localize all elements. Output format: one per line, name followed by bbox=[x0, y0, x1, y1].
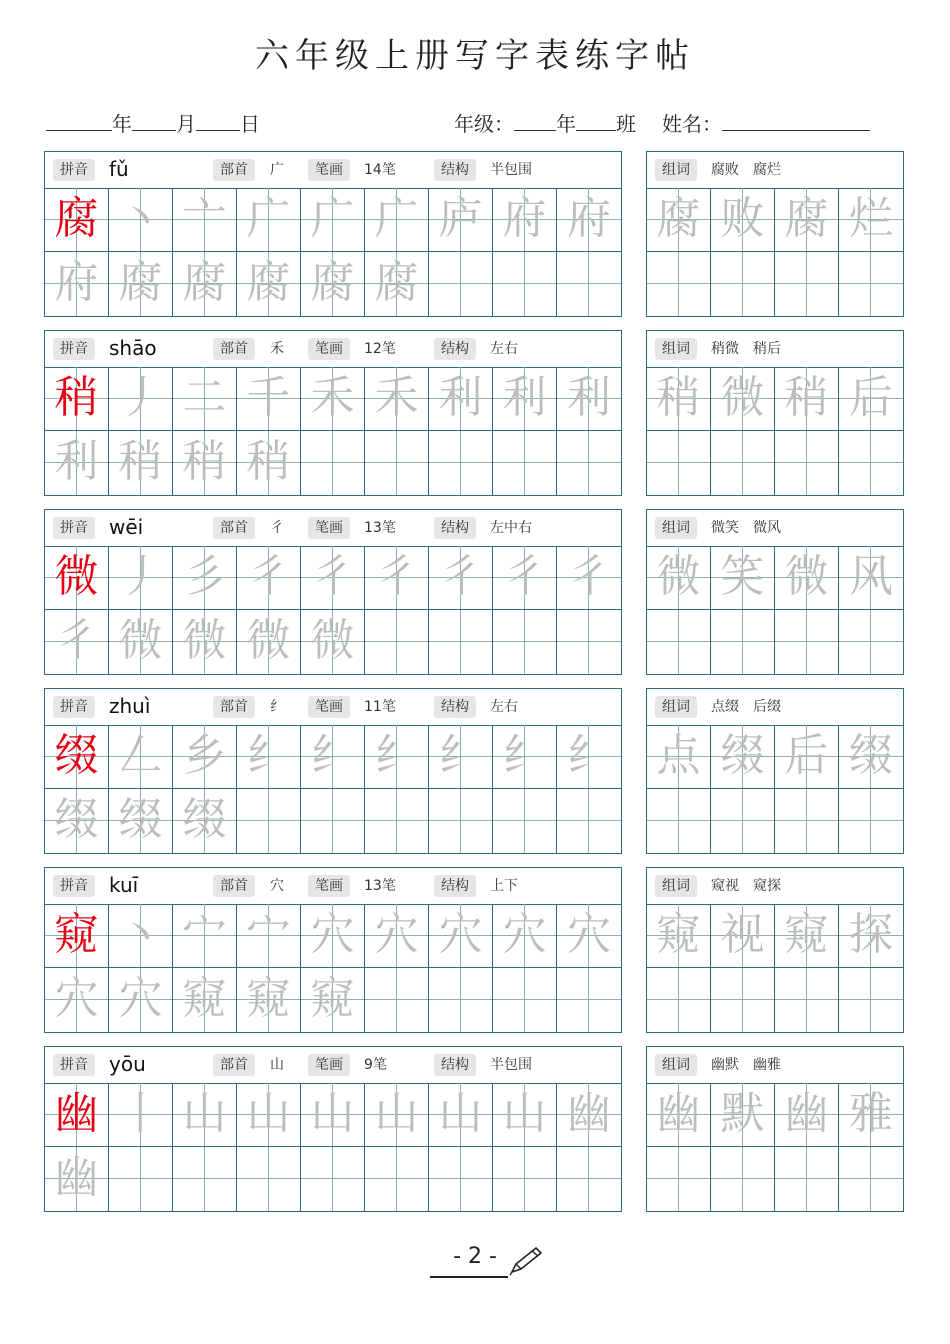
word-trace-char[interactable]: 缀 bbox=[711, 725, 775, 789]
empty-writing-cell[interactable] bbox=[301, 1147, 365, 1211]
stroke-step-char[interactable]: 窥 bbox=[301, 968, 365, 1032]
word-trace-char[interactable]: 窥 bbox=[775, 904, 839, 968]
char-block bbox=[44, 688, 904, 855]
stroke-step-char[interactable]: 二 bbox=[173, 367, 237, 431]
grade-year-label: 年 bbox=[556, 112, 576, 136]
stroke-step-char[interactable]: 稍 bbox=[173, 431, 237, 495]
char-block bbox=[44, 509, 904, 676]
radical-tag: 部首 bbox=[213, 696, 255, 718]
stroke-step-char[interactable]: 穴 bbox=[109, 968, 173, 1032]
stroke-step-char[interactable]: 彳 bbox=[301, 546, 365, 610]
radical-value: 纟 bbox=[270, 699, 284, 715]
stroke-step-char[interactable]: 彡 bbox=[173, 546, 237, 610]
stroke-step-char[interactable]: 广 bbox=[365, 188, 429, 252]
word-trace-char[interactable]: 风 bbox=[839, 546, 903, 610]
char-info-header bbox=[45, 868, 621, 905]
date-fields bbox=[46, 108, 260, 137]
year-blank[interactable] bbox=[46, 112, 112, 131]
empty-writing-cell[interactable] bbox=[429, 252, 493, 316]
empty-writing-cell[interactable] bbox=[429, 431, 493, 495]
words-header bbox=[647, 331, 903, 368]
empty-writing-cell[interactable] bbox=[493, 968, 557, 1032]
empty-writing-cell[interactable] bbox=[557, 1147, 621, 1211]
empty-writing-cell[interactable] bbox=[365, 968, 429, 1032]
stroke-step-char[interactable]: 微 bbox=[109, 610, 173, 674]
radical-tag: 部首 bbox=[213, 875, 255, 897]
stroke-step-char[interactable]: 禾 bbox=[301, 367, 365, 431]
pinyin-tag: 拼音 bbox=[53, 338, 95, 360]
stroke-step-char[interactable]: 利 bbox=[557, 367, 621, 431]
empty-writing-cell[interactable] bbox=[557, 789, 621, 853]
radical-tag: 部首 bbox=[213, 517, 255, 539]
month-blank[interactable] bbox=[132, 112, 176, 131]
empty-writing-cell[interactable] bbox=[493, 431, 557, 495]
empty-writing-cell[interactable] bbox=[365, 789, 429, 853]
word-trace-char[interactable]: 幽 bbox=[775, 1083, 839, 1147]
word-trace-char[interactable]: 微 bbox=[711, 367, 775, 431]
empty-word-cell[interactable] bbox=[839, 431, 903, 495]
stroke-step-char[interactable]: 丿 bbox=[109, 546, 173, 610]
word-grid bbox=[646, 1046, 904, 1212]
empty-writing-cell[interactable] bbox=[429, 968, 493, 1032]
page-number: - 2 - bbox=[453, 1244, 497, 1269]
stroke-step-char[interactable]: 纟 bbox=[557, 725, 621, 789]
empty-word-cell[interactable] bbox=[839, 789, 903, 853]
stroke-step-char[interactable]: 微 bbox=[173, 610, 237, 674]
empty-word-cell[interactable] bbox=[775, 610, 839, 674]
day-label: 日 bbox=[240, 112, 260, 136]
stroke-step-char[interactable]: 腐 bbox=[301, 252, 365, 316]
stroke-step-char[interactable]: 乡 bbox=[173, 725, 237, 789]
stroke-step-char[interactable]: 山 bbox=[301, 1083, 365, 1147]
class-label: 班 bbox=[616, 112, 636, 136]
empty-word-cell[interactable] bbox=[775, 789, 839, 853]
empty-writing-cell[interactable] bbox=[237, 1147, 301, 1211]
stroke-step-char[interactable]: 穴 bbox=[45, 968, 109, 1032]
empty-word-cell[interactable] bbox=[775, 431, 839, 495]
stroke-step-char[interactable]: 广 bbox=[237, 188, 301, 252]
strokes-tag: 笔画 bbox=[308, 338, 350, 360]
words-tag: 组词 bbox=[655, 875, 697, 897]
words-header bbox=[647, 1047, 903, 1084]
stroke-step-char[interactable]: 府 bbox=[493, 188, 557, 252]
stroke-step-char[interactable]: 府 bbox=[45, 252, 109, 316]
word-trace-char[interactable]: 烂 bbox=[839, 188, 903, 252]
pinyin-tag: 拼音 bbox=[53, 517, 95, 539]
strokes-value: 11笔 bbox=[364, 699, 396, 715]
empty-writing-cell[interactable] bbox=[365, 610, 429, 674]
empty-word-cell[interactable] bbox=[775, 1147, 839, 1211]
words-header bbox=[647, 868, 903, 905]
empty-writing-cell[interactable] bbox=[429, 1147, 493, 1211]
stroke-step-char[interactable]: 彳 bbox=[557, 546, 621, 610]
stroke-step-char[interactable]: 彳 bbox=[45, 610, 109, 674]
name-label: 姓名： bbox=[662, 112, 722, 136]
word-trace-char[interactable]: 幽 bbox=[647, 1083, 711, 1147]
stroke-step-char[interactable]: 山 bbox=[429, 1083, 493, 1147]
stroke-step-char[interactable]: 穴 bbox=[429, 904, 493, 968]
empty-word-cell[interactable] bbox=[647, 431, 711, 495]
empty-writing-cell[interactable] bbox=[557, 252, 621, 316]
practice-grid bbox=[44, 688, 622, 854]
radical-value: 穴 bbox=[270, 878, 284, 894]
empty-writing-cell[interactable] bbox=[109, 1147, 173, 1211]
stroke-step-char[interactable]: 纟 bbox=[493, 725, 557, 789]
empty-writing-cell[interactable] bbox=[493, 610, 557, 674]
structure-tag: 结构 bbox=[434, 696, 476, 718]
practice-grid bbox=[44, 151, 622, 317]
word-trace-char[interactable]: 点 bbox=[647, 725, 711, 789]
words-header bbox=[647, 689, 903, 726]
empty-writing-cell[interactable] bbox=[493, 252, 557, 316]
empty-writing-cell[interactable] bbox=[365, 431, 429, 495]
name-blank[interactable] bbox=[722, 112, 870, 131]
strokes-value: 13笔 bbox=[364, 520, 396, 536]
strokes-value: 12笔 bbox=[364, 341, 396, 357]
stroke-step-char[interactable]: 腐 bbox=[109, 252, 173, 316]
word-grid bbox=[646, 509, 904, 675]
empty-word-cell[interactable] bbox=[839, 968, 903, 1032]
stroke-step-char[interactable]: 纟 bbox=[301, 725, 365, 789]
stroke-step-char[interactable]: 禾 bbox=[365, 367, 429, 431]
pinyin-value: zhuì bbox=[109, 694, 151, 718]
radical-tag: 部首 bbox=[213, 159, 255, 181]
word-trace-char[interactable]: 腐 bbox=[647, 188, 711, 252]
empty-writing-cell[interactable] bbox=[429, 789, 493, 853]
model-char: 缀 bbox=[45, 725, 109, 789]
stroke-step-char[interactable]: 庐 bbox=[429, 188, 493, 252]
month-label: 月 bbox=[176, 112, 196, 136]
char-info-header bbox=[45, 689, 621, 726]
word-trace-char[interactable]: 默 bbox=[711, 1083, 775, 1147]
empty-word-cell[interactable] bbox=[711, 610, 775, 674]
word-grid bbox=[646, 330, 904, 496]
radical-tag: 部首 bbox=[213, 338, 255, 360]
model-char: 幽 bbox=[45, 1083, 109, 1147]
word-trace-char[interactable]: 败 bbox=[711, 188, 775, 252]
pinyin-value: fǔ bbox=[109, 157, 129, 181]
empty-word-cell[interactable] bbox=[775, 252, 839, 316]
pinyin-tag: 拼音 bbox=[53, 696, 95, 718]
stroke-step-char[interactable]: 穴 bbox=[365, 904, 429, 968]
empty-word-cell[interactable] bbox=[839, 1147, 903, 1211]
stroke-step-char[interactable]: 窥 bbox=[173, 968, 237, 1032]
practice-grid bbox=[44, 1046, 622, 1212]
word-trace-char[interactable]: 缀 bbox=[839, 725, 903, 789]
structure-value: 上下 bbox=[490, 878, 518, 894]
stroke-step-char[interactable]: 府 bbox=[557, 188, 621, 252]
word-trace-char[interactable]: 笑 bbox=[711, 546, 775, 610]
word-trace-char[interactable]: 探 bbox=[839, 904, 903, 968]
pinyin-value: kuī bbox=[109, 873, 139, 897]
word-trace-char[interactable]: 微 bbox=[775, 546, 839, 610]
strokes-tag: 笔画 bbox=[308, 1054, 350, 1076]
empty-word-cell[interactable] bbox=[711, 252, 775, 316]
stroke-step-char[interactable]: 稍 bbox=[109, 431, 173, 495]
empty-word-cell[interactable] bbox=[711, 431, 775, 495]
empty-writing-cell[interactable] bbox=[493, 789, 557, 853]
empty-word-cell[interactable] bbox=[775, 968, 839, 1032]
words-value: 微笑 微风 bbox=[711, 520, 781, 536]
words-tag: 组词 bbox=[655, 1054, 697, 1076]
words-tag: 组词 bbox=[655, 338, 697, 360]
structure-tag: 结构 bbox=[434, 875, 476, 897]
stroke-step-char[interactable]: 千 bbox=[237, 367, 301, 431]
word-trace-char[interactable]: 腐 bbox=[775, 188, 839, 252]
radical-value: 山 bbox=[270, 1057, 284, 1073]
empty-writing-cell[interactable] bbox=[301, 789, 365, 853]
stroke-step-char[interactable]: 缀 bbox=[109, 789, 173, 853]
stroke-step-char[interactable]: 穴 bbox=[301, 904, 365, 968]
strokes-tag: 笔画 bbox=[308, 159, 350, 181]
stroke-step-char[interactable]: 彳 bbox=[237, 546, 301, 610]
stroke-step-char[interactable]: 丶 bbox=[109, 904, 173, 968]
pinyin-tag: 拼音 bbox=[53, 159, 95, 181]
stroke-step-char[interactable]: 丨 bbox=[109, 1083, 173, 1147]
practice-grid bbox=[44, 867, 622, 1033]
structure-value: 左右 bbox=[490, 341, 518, 357]
structure-tag: 结构 bbox=[434, 338, 476, 360]
student-fields bbox=[454, 108, 870, 137]
word-trace-char[interactable]: 雅 bbox=[839, 1083, 903, 1147]
grade-label: 年级： bbox=[454, 112, 514, 136]
stroke-step-char[interactable]: 山 bbox=[173, 1083, 237, 1147]
word-trace-char[interactable]: 窥 bbox=[647, 904, 711, 968]
word-trace-char[interactable]: 稍 bbox=[775, 367, 839, 431]
empty-writing-cell[interactable] bbox=[557, 968, 621, 1032]
stroke-step-char[interactable]: 幽 bbox=[557, 1083, 621, 1147]
empty-word-cell[interactable] bbox=[711, 1147, 775, 1211]
word-grid bbox=[646, 688, 904, 854]
radical-value: 广 bbox=[270, 162, 284, 178]
class-blank[interactable] bbox=[576, 112, 616, 131]
word-trace-char[interactable]: 后 bbox=[775, 725, 839, 789]
empty-word-cell[interactable] bbox=[647, 610, 711, 674]
pinyin-tag: 拼音 bbox=[53, 1054, 95, 1076]
structure-value: 半包围 bbox=[490, 1057, 532, 1073]
words-tag: 组词 bbox=[655, 159, 697, 181]
word-trace-char[interactable]: 后 bbox=[839, 367, 903, 431]
char-info-header bbox=[45, 331, 621, 368]
stroke-step-char[interactable]: 缀 bbox=[45, 789, 109, 853]
words-value: 幽默 幽雅 bbox=[711, 1057, 781, 1073]
stroke-step-char[interactable]: 利 bbox=[493, 367, 557, 431]
radical-tag: 部首 bbox=[213, 1054, 255, 1076]
page-number-underline bbox=[430, 1276, 508, 1278]
stroke-step-char[interactable]: 腐 bbox=[365, 252, 429, 316]
model-char: 微 bbox=[45, 546, 109, 610]
stroke-step-char[interactable]: 利 bbox=[45, 431, 109, 495]
pinyin-value: wēi bbox=[109, 515, 144, 539]
model-char: 腐 bbox=[45, 188, 109, 252]
strokes-tag: 笔画 bbox=[308, 875, 350, 897]
stroke-step-char[interactable]: 宀 bbox=[173, 904, 237, 968]
stroke-step-char[interactable]: 纟 bbox=[237, 725, 301, 789]
words-value: 腐败 腐烂 bbox=[711, 162, 781, 178]
radical-value: 禾 bbox=[270, 341, 284, 357]
empty-writing-cell[interactable] bbox=[237, 789, 301, 853]
stroke-step-char[interactable]: 微 bbox=[301, 610, 365, 674]
practice-grid bbox=[44, 330, 622, 496]
pinyin-tag: 拼音 bbox=[53, 875, 95, 897]
stroke-step-char[interactable]: 广 bbox=[301, 188, 365, 252]
words-tag: 组词 bbox=[655, 517, 697, 539]
empty-writing-cell[interactable] bbox=[429, 610, 493, 674]
pinyin-value: shāo bbox=[109, 336, 157, 360]
words-header bbox=[647, 152, 903, 189]
empty-word-cell[interactable] bbox=[839, 610, 903, 674]
empty-writing-cell[interactable] bbox=[173, 1147, 237, 1211]
char-info-header bbox=[45, 1047, 621, 1084]
empty-word-cell[interactable] bbox=[711, 789, 775, 853]
stroke-step-char[interactable]: 腐 bbox=[237, 252, 301, 316]
structure-value: 左中右 bbox=[490, 520, 532, 536]
page-title: 六年级上册写字表练字帖 bbox=[255, 36, 695, 76]
stroke-step-char[interactable]: 腐 bbox=[173, 252, 237, 316]
empty-word-cell[interactable] bbox=[647, 789, 711, 853]
strokes-tag: 笔画 bbox=[308, 696, 350, 718]
stroke-step-char[interactable]: 穴 bbox=[493, 904, 557, 968]
empty-word-cell[interactable] bbox=[839, 252, 903, 316]
words-tag: 组词 bbox=[655, 696, 697, 718]
stroke-step-char[interactable]: 利 bbox=[429, 367, 493, 431]
stroke-step-char[interactable]: 丶 bbox=[109, 188, 173, 252]
structure-tag: 结构 bbox=[434, 159, 476, 181]
year-label: 年 bbox=[112, 112, 132, 136]
empty-writing-cell[interactable] bbox=[301, 431, 365, 495]
stroke-step-char[interactable]: 山 bbox=[493, 1083, 557, 1147]
char-block bbox=[44, 867, 904, 1034]
stroke-step-char[interactable]: 幽 bbox=[45, 1147, 109, 1211]
words-value: 窥视 窥探 bbox=[711, 878, 781, 894]
words-value: 点缀 后缀 bbox=[711, 699, 781, 715]
char-info-header bbox=[45, 510, 621, 547]
word-trace-char[interactable]: 微 bbox=[647, 546, 711, 610]
strokes-value: 9笔 bbox=[364, 1057, 387, 1073]
stroke-step-char[interactable]: 微 bbox=[237, 610, 301, 674]
stroke-step-char[interactable]: 山 bbox=[237, 1083, 301, 1147]
structure-tag: 结构 bbox=[434, 1054, 476, 1076]
stroke-step-char[interactable]: 穴 bbox=[557, 904, 621, 968]
grade-blank[interactable] bbox=[514, 112, 556, 131]
char-info-header bbox=[45, 152, 621, 189]
words-value: 稍微 稍后 bbox=[711, 341, 781, 357]
empty-writing-cell[interactable] bbox=[365, 1147, 429, 1211]
stroke-step-char[interactable]: 彳 bbox=[429, 546, 493, 610]
empty-word-cell[interactable] bbox=[711, 968, 775, 1032]
pinyin-value: yōu bbox=[109, 1052, 146, 1076]
stroke-step-char[interactable]: 丿 bbox=[109, 367, 173, 431]
char-block bbox=[44, 1046, 904, 1213]
day-blank[interactable] bbox=[196, 112, 240, 131]
words-header bbox=[647, 510, 903, 547]
empty-writing-cell[interactable] bbox=[493, 1147, 557, 1211]
word-trace-char[interactable]: 稍 bbox=[647, 367, 711, 431]
stroke-step-char[interactable]: 纟 bbox=[429, 725, 493, 789]
stroke-step-char[interactable]: 山 bbox=[365, 1083, 429, 1147]
word-trace-char[interactable]: 视 bbox=[711, 904, 775, 968]
stroke-step-char[interactable]: 纟 bbox=[365, 725, 429, 789]
strokes-value: 14笔 bbox=[364, 162, 396, 178]
char-block bbox=[44, 151, 904, 318]
practice-grid bbox=[44, 509, 622, 675]
empty-word-cell[interactable] bbox=[647, 968, 711, 1032]
stroke-step-char[interactable]: 稍 bbox=[237, 431, 301, 495]
model-char: 稍 bbox=[45, 367, 109, 431]
stroke-step-char[interactable]: 宀 bbox=[237, 904, 301, 968]
stroke-step-char[interactable]: 彳 bbox=[365, 546, 429, 610]
model-char: 窥 bbox=[45, 904, 109, 968]
word-grid bbox=[646, 867, 904, 1033]
strokes-value: 13笔 bbox=[364, 878, 396, 894]
structure-value: 半包围 bbox=[490, 162, 532, 178]
radical-value: 彳 bbox=[270, 520, 284, 536]
stroke-step-char[interactable]: 缀 bbox=[173, 789, 237, 853]
strokes-tag: 笔画 bbox=[308, 517, 350, 539]
word-grid bbox=[646, 151, 904, 317]
pen-icon bbox=[508, 1246, 544, 1276]
structure-value: 左右 bbox=[490, 699, 518, 715]
empty-word-cell[interactable] bbox=[647, 252, 711, 316]
empty-writing-cell[interactable] bbox=[557, 431, 621, 495]
stroke-step-char[interactable]: 彳 bbox=[493, 546, 557, 610]
empty-word-cell[interactable] bbox=[647, 1147, 711, 1211]
stroke-step-char[interactable]: 𠃋 bbox=[109, 725, 173, 789]
structure-tag: 结构 bbox=[434, 517, 476, 539]
stroke-step-char[interactable]: 亠 bbox=[173, 188, 237, 252]
empty-writing-cell[interactable] bbox=[557, 610, 621, 674]
char-block bbox=[44, 330, 904, 497]
stroke-step-char[interactable]: 窥 bbox=[237, 968, 301, 1032]
